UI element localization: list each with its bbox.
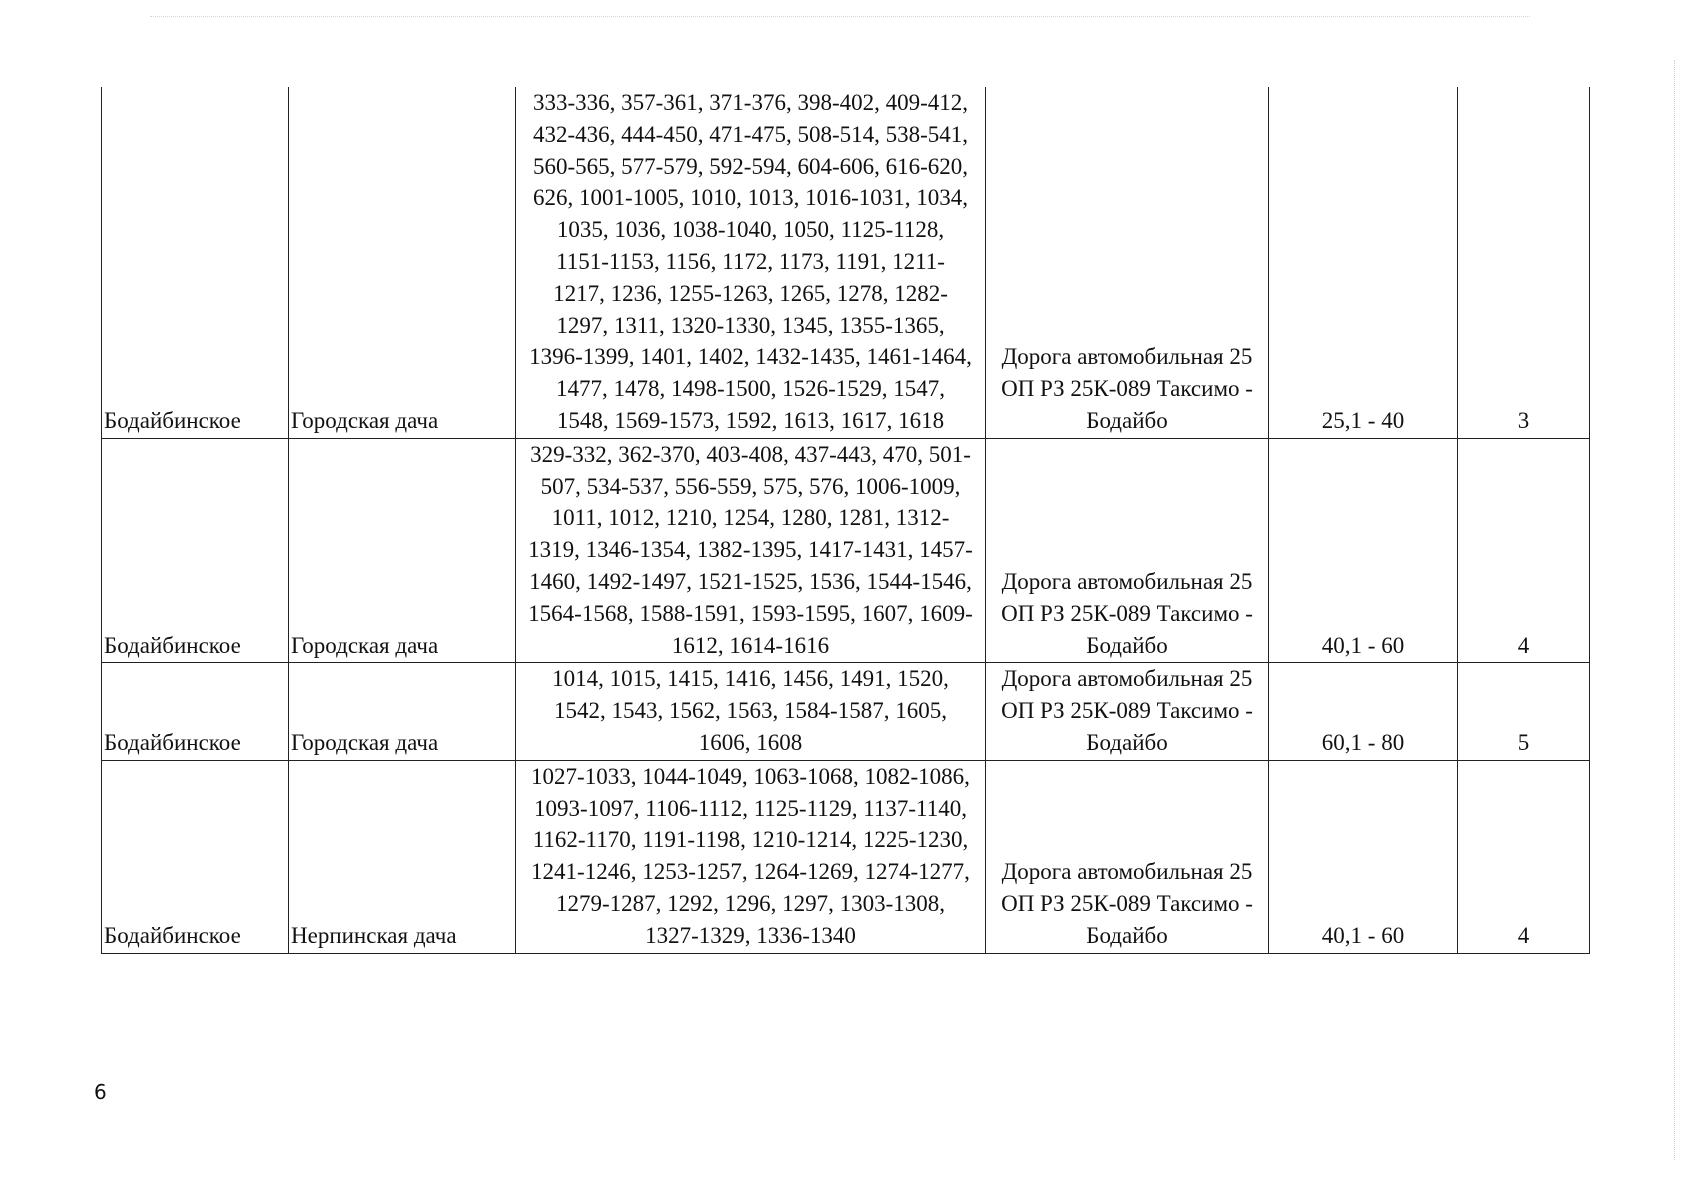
quarters-line: 1027-1033, 1044-1049, 1063-1068, 1082-1086, [531,763,970,789]
quarters-line: 507, 534-537, 556-559, 575, 576, 1006-1009, [540,473,961,499]
road-cell [986,663,1269,760]
quarters-line: 1396-1399, 1401, 1402, 1432-1435, 1461-1464, [529,344,972,370]
distance-cell: 25,1 - 40 [1269,87,1458,438]
scan-artifact-line [150,16,1530,17]
road-line: ОП РЗ 25К-089 Таксимо - [1001,890,1253,916]
quarters-line: 1564-1568, 1588-1591, 1593-1595, 1607, 1609- [528,600,973,626]
quarters-line: 1093-1097, 1106-1112, 1125-1129, 1137-1140, [534,795,967,821]
class-cell: 3 [1458,87,1590,438]
forestry-cell: Городская дача [289,87,516,438]
table-row [102,760,1590,953]
forestry-cell: Нерпинская дача [289,760,516,953]
quarters-cell [516,438,986,663]
road-line: Бодайбо [1086,632,1168,658]
class-cell: 4 [1458,760,1590,953]
quarters-line: 1279-1287, 1292, 1296, 1297, 1303-1308, [555,890,946,916]
quarters-line: 1162-1170, 1191-1198, 1210-1214, 1225-1230, [532,827,969,853]
road-line: Бодайбо [1086,729,1168,755]
quarters-cell [516,760,986,953]
road-line: Бодайбо [1086,922,1168,948]
quarters-line: 1612, 1614-1616 [671,632,830,658]
quarters-line: 1011, 1012, 1210, 1254, 1280, 1281, 1312- [551,505,950,531]
road-line: ОП РЗ 25К-089 Таксимо - [1001,376,1253,402]
table-row [102,663,1590,760]
table-row [102,438,1590,663]
quarters-line: 1327-1329, 1336-1340 [645,922,856,948]
quarters-line: 626, 1001-1005, 1010, 1013, 1016-1031, 1034, [532,185,969,211]
road-cell [986,760,1269,953]
road-line: Дорога автомобильная 25 [1001,344,1253,370]
road-line: ОП РЗ 25К-089 Таксимо - [1001,600,1253,626]
quarters-line: 1606, 1608 [698,729,803,755]
road-line: Дорога автомобильная 25 [1001,666,1253,692]
quarters-line: 560-565, 577-579, 592-594, 604-606, 616-620, [532,153,969,179]
quarters-cell [516,663,986,760]
quarters-line: 1297, 1311, 1320-1330, 1345, 1355-1365, [556,312,945,338]
scan-artifact-edge [1674,60,1675,1160]
district-cell: Бодайбинское [102,87,289,438]
distance-cell: 60,1 - 80 [1269,663,1458,760]
quarters-line: 333-336, 357-361, 371-376, 398-402, 409-412, [532,90,969,115]
distance-cell: 40,1 - 60 [1269,760,1458,953]
forestry-cell: Городская дача [289,663,516,760]
quarters-line: 1542, 1543, 1562, 1563, 1584-1587, 1605, [554,698,947,724]
quarters-line: 1477, 1478, 1498-1500, 1526-1529, 1547, [555,376,946,402]
quarters-cell [516,87,986,438]
road-line: Бодайбо [1086,407,1168,433]
quarters-line: 1035, 1036, 1038-1040, 1050, 1125-1128, [556,217,945,243]
quarters-line: 1319, 1346-1354, 1382-1395, 1417-1431, 1457- [528,537,973,563]
class-cell: 4 [1458,438,1590,663]
quarters-line: 1014, 1015, 1415, 1416, 1456, 1491, 1520, [552,666,949,692]
road-line: Дорога автомобильная 25 [1001,859,1253,885]
distance-cell: 40,1 - 60 [1269,438,1458,663]
district-cell: Бодайбинское [102,663,289,760]
district-cell: Бодайбинское [102,438,289,663]
class-cell: 5 [1458,663,1590,760]
quarters-line: 432-436, 444-450, 471-475, 508-514, 538-541, [532,121,969,147]
district-cell: Бодайбинское [102,760,289,953]
quarters-line: 1217, 1236, 1255-1263, 1265, 1278, 1282- [553,280,948,306]
road-cell [986,87,1269,438]
quarters-line: 329-332, 362-370, 403-408, 437-443, 470, 501- [530,441,971,467]
forest-quarters-table [101,87,1590,954]
table-row [102,87,1590,438]
quarters-line: 1548, 1569-1573, 1592, 1613, 1617, 1618 [556,407,945,433]
road-line: Дорога автомобильная 25 [1001,568,1253,594]
quarters-line: 1151-1153, 1156, 1172, 1173, 1191, 1211- [556,248,945,274]
quarters-line: 1241-1246, 1253-1257, 1264-1269, 1274-1277, [531,859,970,885]
road-line: ОП РЗ 25К-089 Таксимо - [1001,698,1253,724]
quarters-line: 1460, 1492-1497, 1521-1525, 1536, 1544-1546, [529,568,972,594]
road-cell [986,438,1269,663]
page-number: 6 [94,1080,107,1104]
forestry-cell: Городская дача [289,438,516,663]
